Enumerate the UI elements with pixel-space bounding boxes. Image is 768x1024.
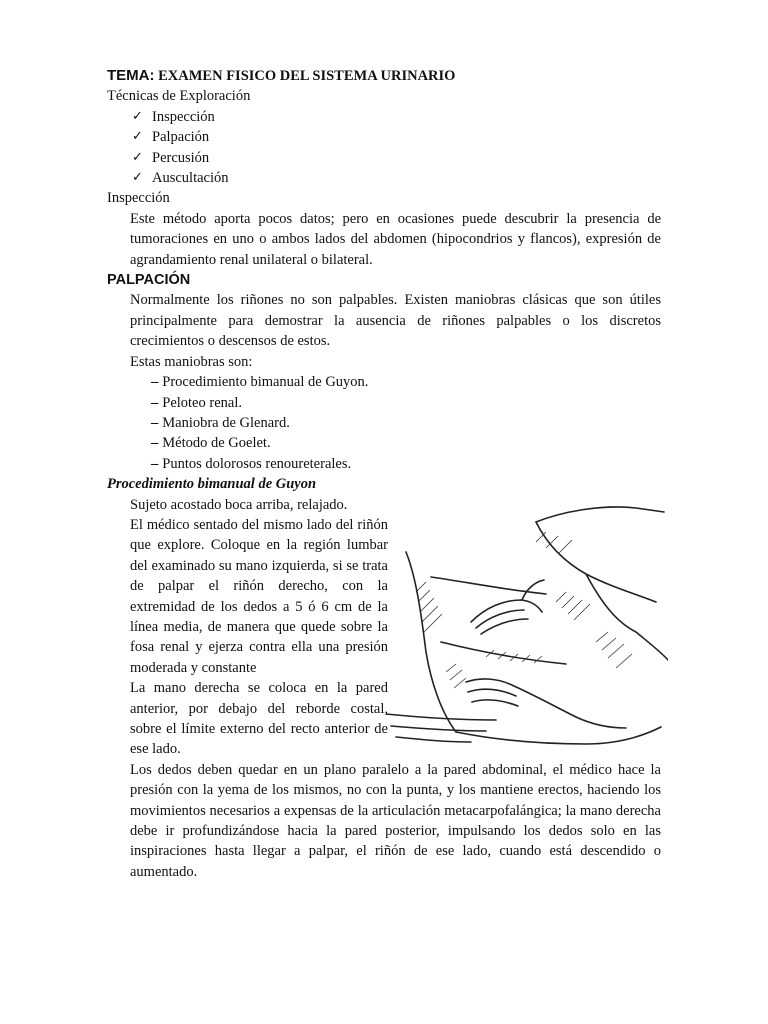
techniques-heading: Técnicas de Exploración [107, 88, 251, 105]
guyon-paragraph-4: Los dedos deben quedar en un plano paralelo a la pared abdominal, el médico hace la presión con la yema de los mismos, no con la punta, y los mantiene erectos, haciendo los movimientos necesarios a expensas de la articulación metacarpofalángica; la mano derecha debe ir profundizándose hacia la pared posterior, impulsando los dedos solo en las inspiraciones hasta llegar a palpar, el riñón de ese lado, cuando está descendido o aumentado. [130, 761, 661, 880]
guyon-paragraph-3: La mano derecha se coloca en la pared anterior, por debajo del reborde costal, sobre el límite externo del recto anterior de ese lado. [130, 680, 388, 758]
techniques-list [107, 107, 661, 189]
list-item: – Puntos dolorosos renoureterales. [151, 455, 352, 472]
title-text: EXAMEN FISICO DEL SISTEMA URINARIO [154, 68, 456, 84]
maneuvers-intro: Estas maniobras son: [130, 353, 253, 370]
title-label: TEMA: [107, 67, 155, 84]
checkmark-icon: ✓ [132, 149, 143, 165]
list-item: – Procedimiento bimanual de Guyon. [151, 374, 369, 391]
inspection-paragraph: Este método aporta pocos datos; pero en ocasiones puede descubrir la presencia de tumoraciones en uno o ambos lados del abdomen (hipocondrios y flancos), expresión de agrandamiento renal unilateral o bilateral. [130, 210, 661, 268]
list-item: – Peloteo renal. [151, 394, 242, 411]
checkmark-icon: ✓ [132, 170, 143, 186]
checkmark-icon: ✓ [132, 129, 143, 145]
inspection-heading: Inspección [107, 190, 170, 207]
palpation-heading: PALPACIÓN [107, 272, 191, 289]
list-item: ✓ Palpación [132, 127, 661, 147]
document-title [107, 66, 661, 86]
checkmark-icon: ✓ [132, 108, 143, 124]
list-item: ✓ Auscultación [132, 168, 661, 188]
list-item: ✓ Percusión [132, 148, 661, 168]
maneuvers-list [107, 372, 661, 474]
list-item: – Maniobra de Glenard. [151, 414, 290, 431]
palpation-paragraph: Normalmente los riñones no son palpables. Existen maniobras clásicas que son útiles principalmente para demostrar la ausencia de riñones palpables o los discretos crecimientos o descensos de estos. [130, 292, 661, 350]
list-item: – Método de Goelet. [151, 435, 271, 452]
list-item: ✓ Inspección [132, 107, 661, 127]
bimanual-palpation-illustration [386, 482, 668, 764]
guyon-paragraph-2: El médico sentado del mismo lado del riñón que explore. Coloque en la región lumbar del examinado su mano izquierda, si se trata de palpar el riñón derecho, con la extremidad de los dedos a 5 ó 6 cm de la línea media, de manera que quede sobre la fosa renal y ejerza contra ella una presión moderada y constante [130, 516, 388, 676]
guyon-heading: Procedimiento bimanual de Guyon [107, 476, 317, 493]
guyon-paragraph-1: Sujeto acostado boca arriba, relajado. [130, 496, 348, 513]
